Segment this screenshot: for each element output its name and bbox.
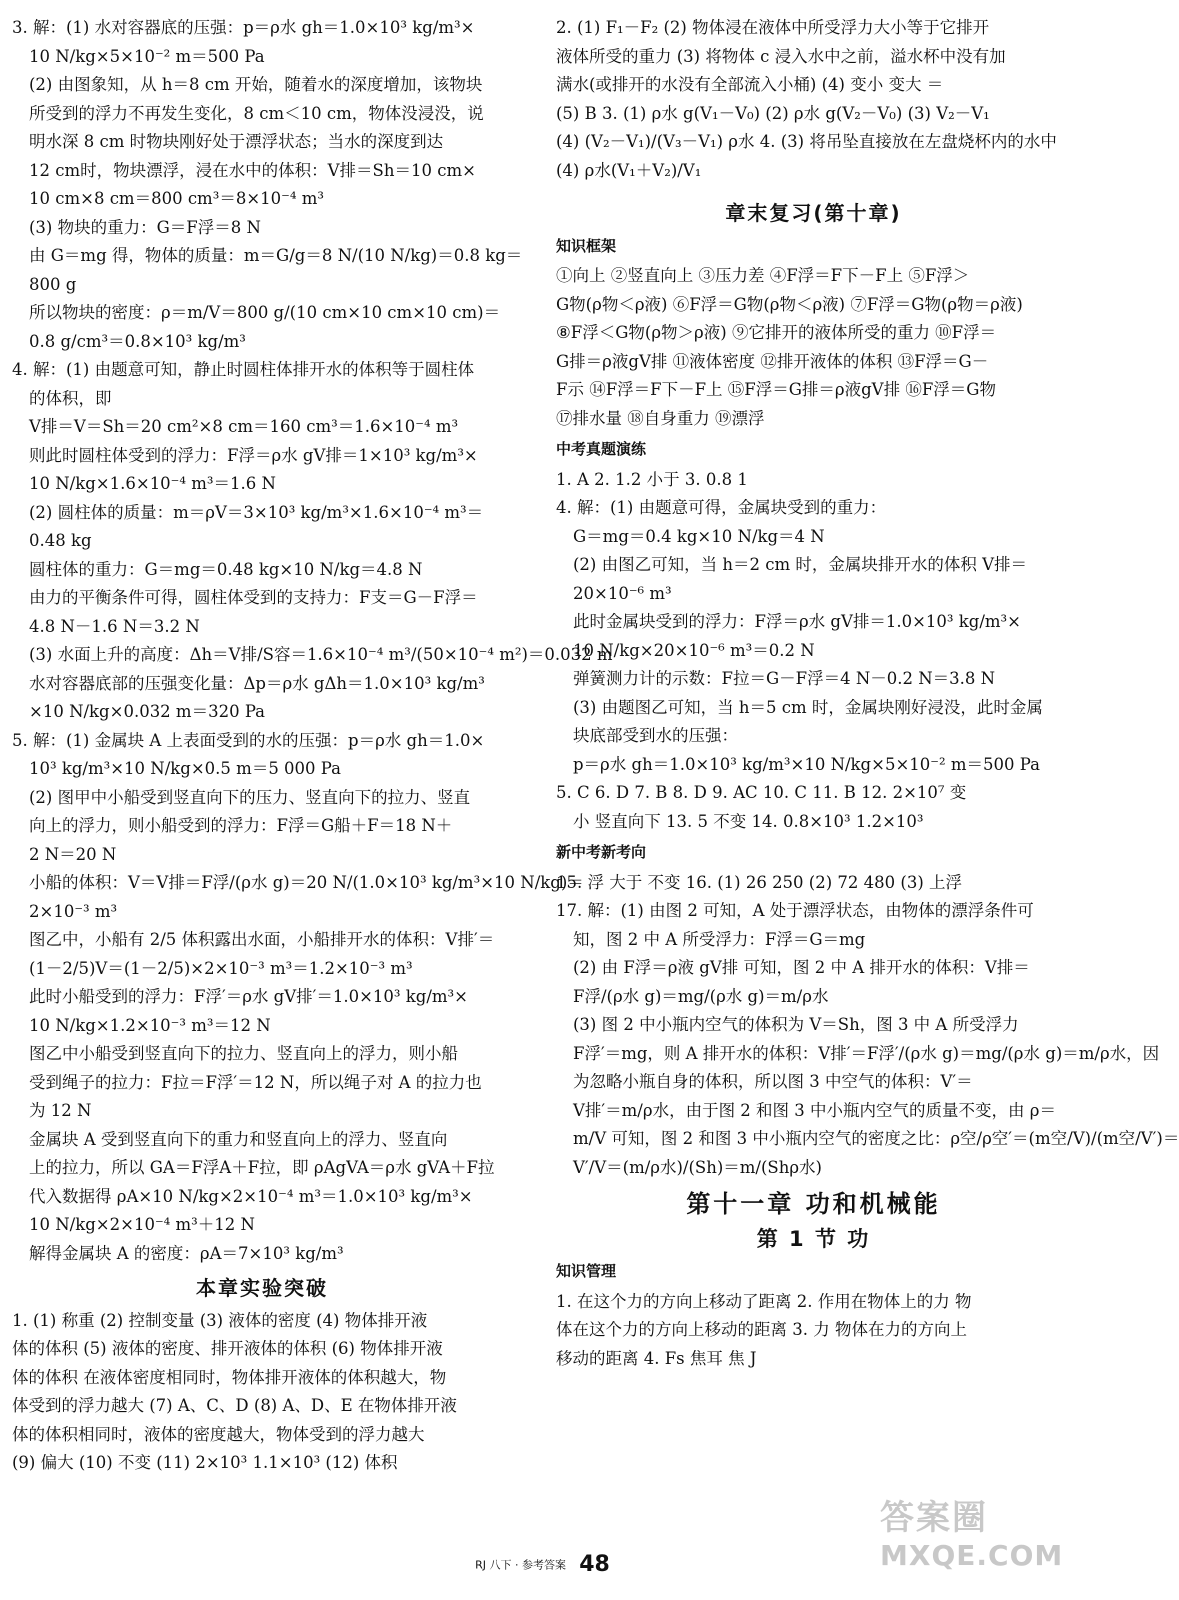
answer-line: G＝mg＝0.4 kg×10 N/kg＝4 N [573,526,825,546]
section-title: 第 1 节 功 [756,1226,871,1251]
answer-line: 图乙中，小船有 2/5 体积露出水面，小船排开水的体积：V排′＝ [29,930,495,949]
framework-line: G排＝ρ液gV排 ⑪液体密度 ⑫排开液体的体积 ⑬F浮＝G－ [556,351,989,371]
answer-line: (2) 由 F浮＝ρ液 gV排 可知，图 2 中 A 排开水的体积：V排＝ [573,958,1030,977]
answer-line: V排＝V＝Sh＝20 cm²×8 cm＝160 cm³＝1.6×10⁻⁴ m³ [29,417,459,436]
answer-line: 2 N＝20 N [29,844,117,864]
answer-line: 2×10⁻³ m³ [29,901,118,921]
watermark-url: MXQE.COM [880,1539,1064,1572]
right-column [556,14,1179,1373]
answer-line: 10³ kg/m³×10 N/kg×0.5 m＝5 000 Pa [29,759,341,778]
answer-line: 5. 解：(1) 金属块 A 上表面受到的水的压强：p＝ρ水 gh＝1.0× [12,730,485,750]
answer-line: 向上的浮力，则小船受到的浮力：F浮＝G船＋F＝18 N＋ [29,816,453,835]
watermark-logo [880,1490,1075,1590]
answer-line: (2) 由图乙可知，当 h＝2 cm 时，金属块排开水的体积 V排＝ [573,555,1028,574]
answer-line: 1. A 2. 1.2 小于 3. 0.8 1 [556,469,748,489]
answer-line: p＝ρ水 gh＝1.0×10³ kg/m³×10 N/kg×5×10⁻² m＝500 Pa [573,754,1040,774]
answer-line: 块底部受到水的压强： [573,726,738,745]
framework-line: ⑰排水量 ⑱自身重力 ⑲漂浮 [556,408,765,428]
experiment-line: 体的体积 (5) 液体的密度、排开液体的体积 (6) 物体排开液 [12,1339,443,1358]
answer-line: 受到绳子的拉力：F拉＝F浮′＝12 N，所以绳子对 A 的拉力也 [29,1072,482,1092]
experiment-line: 体受到的浮力越大 (7) A、C、D (8) A、D、E 在物体排开液 [12,1396,457,1415]
framework-line: ①向上 ②竖直向上 ③压力差 ④F浮＝F下－F上 ⑤F浮＞ [556,266,970,285]
answer-line: 由力的平衡条件可得，圆柱体受到的支持力：F支＝G－F浮＝ [29,588,478,607]
answer-line: (3) 水面上升的高度：Δh＝V排/S容＝1.6×10⁻⁴ m³/(50×10⁻⁴ m²)＝0.032 m [29,645,613,664]
knowledge-framework [556,262,1071,433]
answer-line: 10 N/kg×5×10⁻² m＝500 Pa [29,46,265,66]
knowledge-management-answers [556,1288,1071,1374]
answer-line: 知，图 2 中 A 所受浮力：F浮＝G＝mg [573,929,866,949]
answer-line: 所受到的浮力不再发生变化，8 cm＜10 cm，物体没浸没，说 [29,103,484,123]
answer-line: 10 N/kg×1.6×10⁻⁴ m³＝1.6 N [29,474,276,493]
page-number: 48 [579,1552,610,1577]
answer-line: (3) 由题图乙可知，当 h＝5 cm 时，金属块刚好浸没，此时金属 [573,697,1043,717]
experiment-section-title: 本章实验突破 [196,1276,328,1300]
answer-line: (1－2/5)V＝(1－2/5)×2×10⁻³ m³＝1.2×10⁻³ m³ [29,958,413,978]
answer-line: 为 12 N [29,1101,92,1120]
answer-line: (2) 圆柱体的质量：m＝ρV＝3×10³ kg/m³×1.6×10⁻⁴ m³＝ [29,502,484,522]
answer-line: 圆柱体的重力：G＝mg＝0.48 kg×10 N/kg＝4.8 N [29,559,423,579]
answer-line: 10 N/kg×1.2×10⁻³ m³＝12 N [29,1015,271,1035]
answer-line: (2) 图甲中小船受到竖直向下的压力、竖直向下的拉力、竖直 [29,787,471,807]
answer-line: F浮′＝mg，则 A 排开水的体积：V排′＝F浮′/(ρ水 g)＝mg/(ρ水 g)＝m/ρ水，因 [573,1043,1160,1063]
answer-line: (2) 由图象知，从 h＝8 cm 开始，随着水的深度增加，该物块 [29,75,483,94]
answer-line: (5) B 3. (1) ρ水 g(V₁－V₀) (2) ρ水 g(V₂－V₀) (3) V₂－V₁ [556,103,990,123]
answer-line: 此时金属块受到的浮力：F浮＝ρ水 gV排＝1.0×10³ kg/m³× [573,612,1021,631]
exam-practice-heading: 中考真题演练 [556,440,647,458]
answer-line: (4) (V₂－V₁)/(V₃－V₁) ρ水 4. (3) 将吊坠直接放在左盘烧杯内的水中 [556,132,1057,151]
answer-line: V排′＝m/ρ水，由于图 2 和图 3 中小瓶内空气的质量不变，由 ρ＝ [573,1100,1056,1120]
answer-line: 由 G＝mg 得，物体的质量：m＝G/g＝8 N/(10 N/kg)＝0.8 kg＝ [29,246,523,265]
answer-line: 金属块 A 受到竖直向下的重力和竖直向上的浮力、竖直向 [29,1129,448,1149]
answer-line: V′/V＝(m/ρ水)/(Sh)＝m/(Shρ水) [573,1157,822,1177]
new-exam-answers [556,869,1179,1183]
watermark-text: 答案圈 [880,1498,988,1538]
answer-line: 解得金属块 A 的密度：ρA＝7×10³ kg/m³ [29,1243,344,1263]
knowledge-line: 移动的距离 4. Fs 焦耳 焦 J [556,1348,757,1368]
new-exam-heading: 新中考新考向 [556,843,647,861]
answer-line: 20×10⁻⁶ m³ [573,583,672,603]
experiment-answers [12,1307,512,1478]
answer-line: 12 cm时，物块漂浮，浸在水中的体积：V排＝Sh＝10 cm× [29,160,476,180]
answer-line: 2. (1) F₁－F₂ (2) 物体浸在液体中所受浮力大小等于它排开 [556,18,990,37]
experiment-line: 1. (1) 称重 (2) 控制变量 (3) 液体的密度 (4) 物体排开液 [12,1310,428,1330]
experiment-line: 体的体积 在液体密度相同时，物体排开液体的体积越大，物 [12,1367,447,1387]
answer-line: 上的拉力，所以 GA＝F浮A＋F拉，即 ρAgVA＝ρ水 gVA＋F拉 [29,1158,495,1177]
chapter-title: 第十一章 功和机械能 [686,1190,941,1218]
answer-line: 小船的体积：V＝V排＝F浮/(ρ水 g)＝20 N/(1.0×10³ kg/m³×10 N/kg)＝ [29,873,584,892]
answer-line: 0.8 g/cm³＝0.8×10³ kg/m³ [29,331,246,351]
answer-line: 10 N/kg×2×10⁻⁴ m³＋12 N [29,1215,255,1234]
experiment-line: 体的体积相同时，液体的密度越大，物体受到的浮力越大 [12,1424,425,1444]
answer-line: 所以物块的密度：ρ＝m/V＝800 g/(10 cm×10 cm×10 cm)＝ [29,303,501,322]
knowledge-framework-heading: 知识框架 [556,236,617,255]
answer-line: m/V 可知，图 2 和图 3 中小瓶内空气的密度之比：ρ空/ρ空′＝(m空/V)/(m空/V′)＝ [573,1129,1179,1148]
answer-line: 弹簧测力计的示数：F拉＝G－F浮＝4 N－0.2 N＝3.8 N [573,669,996,688]
answer-line: 为忽略小瓶自身的体积，所以图 3 中空气的体积：V′＝ [573,1072,973,1091]
answer-line: 4. 解：(1) 由题意可知，静止时圆柱体排开水的体积等于圆柱体 [12,360,475,379]
answer-line: 水对容器底部的压强变化量：Δp＝ρ水 gΔh＝1.0×10³ kg/m³ [29,673,485,693]
answer-line: 5. C 6. D 7. B 8. D 9. AC 10. C 11. B 12. 2×10⁷ 变 [556,783,967,802]
answer-line: 液体所受的重力 (3) 将物体 c 浸入水中之前，溢水杯中没有加 [556,46,1006,66]
footer-label: RJ 八下 · 参考答案 [475,1558,566,1572]
answer-line: (4) ρ水(V₁＋V₂)/V₁ [556,160,702,180]
answer-line: 此时小船受到的浮力：F浮′＝ρ水 gV排′＝1.0×10³ kg/m³× [29,987,468,1006]
framework-line: F示 ⑭F浮＝F下－F上 ⑮F浮＝G排＝ρ液gV排 ⑯F浮＝G物 [556,380,996,399]
answer-line: 10 N/kg×20×10⁻⁶ m³＝0.2 N [573,640,815,660]
answer-line: 图乙中小船受到竖直向下的拉力、竖直向上的浮力，则小船 [29,1044,458,1063]
knowledge-line: 1. 在这个力的方向上移动了距离 2. 作用在物体上的力 物 [556,1291,972,1311]
framework-line: G物(ρ物＜ρ液) ⑥F浮＝G物(ρ物＜ρ液) ⑦F浮＝G物(ρ物＝ρ液) [556,294,1023,314]
answer-line: 代入数据得 ρA×10 N/kg×2×10⁻⁴ m³＝1.0×10³ kg/m³× [29,1186,473,1206]
answer-line: 则此时圆柱体受到的浮力：F浮＝ρ水 gV排＝1×10³ kg/m³× [29,445,478,465]
answer-line: 4.8 N－1.6 N＝3.2 N [29,616,200,636]
answer-line: (3) 物块的重力：G＝F浮＝8 N [29,217,261,237]
answer-line: 满水(或排开的水没有全部流入小桶) (4) 变小 变大 ＝ [556,75,944,94]
answer-line: 的体积，即 [29,388,112,408]
answer-line: (3) 图 2 中小瓶内空气的体积为 V＝Sh，图 3 中 A 所受浮力 [573,1015,1019,1034]
answer-line: 15. 浮 大于 不变 16. (1) 26 250 (2) 72 480 (3) 上浮 [556,872,963,892]
answer-line: ×10 N/kg×0.032 m＝320 Pa [29,702,266,721]
experiment-line: (9) 偏大 (10) 不变 (11) 2×10³ 1.1×10³ (12) 体积 [12,1453,398,1472]
knowledge-management-heading: 知识管理 [556,1262,617,1280]
exam-practice-answers [556,466,1071,837]
answer-line: 17. 解：(1) 由图 2 可知，A 处于漂浮状态，由物体的漂浮条件可 [556,901,1034,920]
answer-line: 10 cm×8 cm＝800 cm³＝8×10⁻⁴ m³ [29,189,324,208]
right-top-answers [556,14,1071,185]
framework-line: ⑧F浮＜G物(ρ物＞ρ液) ⑨它排开的液体所受的重力 ⑩F浮＝ [556,323,997,342]
answer-line: 4. 解：(1) 由题意可得，金属块受到的重力： [556,498,887,517]
answer-line: 0.48 kg [29,531,92,550]
answer-line: F浮/(ρ水 g)＝mg/(ρ水 g)＝m/ρ水 [573,986,829,1006]
knowledge-line: 体在这个力的方向上移动的距离 3. 力 物体在力的方向上 [556,1320,967,1339]
chapter-review-title: 章末复习(第十章) [725,201,902,225]
answer-line: 800 g [29,274,77,294]
answer-line: 小 竖直向下 13. 5 不变 14. 0.8×10³ 1.2×10³ [573,811,924,831]
answer-line: 3. 解：(1) 水对容器底的压强：p＝ρ水 gh＝1.0×10³ kg/m³× [12,18,475,37]
answer-line: 明水深 8 cm 时物块刚好处于漂浮状态；当水的深度到达 [29,132,444,151]
